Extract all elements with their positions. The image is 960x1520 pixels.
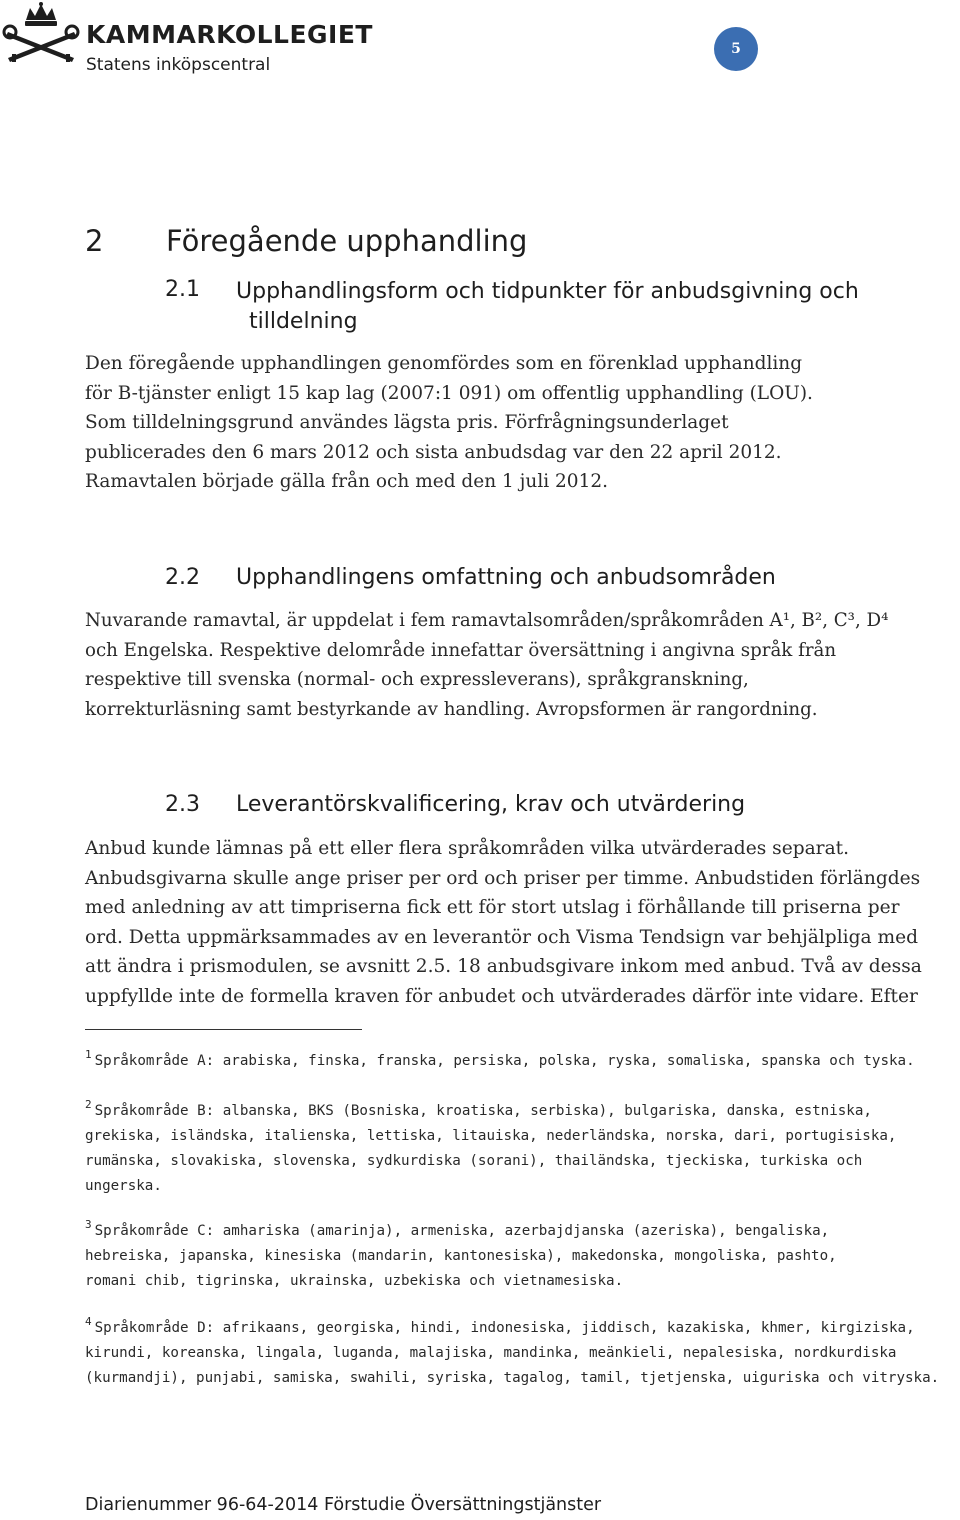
section-title: Föregående upphandling	[166, 224, 528, 258]
footnote	[85, 1212, 837, 1294]
page-number-badge: 5	[714, 27, 758, 71]
paragraph-line: uppfyllde inte de formella kraven för anbudet och utvärderades därför inte vidare. Efter	[85, 985, 918, 1007]
footnote-mark: 2	[85, 1098, 92, 1111]
paragraph	[85, 834, 922, 1011]
footnote-line: kirundi, koreanska, lingala, luganda, malajiska, mandinka, meänkieli, nepalesiska, nordkurdiska	[85, 1345, 897, 1361]
paragraph-line: korrekturläsning samt bestyrkande av handling. Avropsformen är rangordning.	[85, 698, 818, 720]
subsection-title-line: tilldelning	[249, 309, 358, 334]
paragraph-line: Anbudsgivarna skulle ange priser per ord och priser per timme. Anbudstiden förlängdes	[85, 867, 921, 889]
footnote-line: rumänska, slovakiska, slovenska, sydkurdiska (sorani), thailändska, tjeckiska, turkiska och	[85, 1153, 863, 1169]
footnote-divider	[85, 1029, 362, 1030]
footnote-mark: 4	[85, 1315, 92, 1328]
section-heading	[85, 224, 103, 258]
footnote-line: hebreiska, japanska, kinesiska (mandarin, kantonesiska), makedonska, mongoliska, pashto,	[85, 1248, 837, 1264]
paragraph-line: Den föregående upphandlingen genomfördes som en förenklad upphandling	[85, 353, 803, 374]
subsection-number: 2.1	[165, 277, 200, 302]
footnote-line: Språkområde B: albanska, BKS (Bosniska, kroatiska, serbiska), bulgariska, danska, estniska,	[94, 1103, 872, 1119]
footnote-line: Språkområde C: amhariska (amarinja), armeniska, azerbajdjanska (azeriska), bengaliska,	[94, 1223, 830, 1239]
paragraph-line: Nuvarande ramavtal, är uppdelat i fem ramavtalsområden/språkområden A¹, B², C³, D⁴	[85, 610, 889, 631]
paragraph-line: Anbud kunde lämnas på ett eller flera språkområden vilka utvärderades separat.	[85, 838, 850, 859]
crown-logo-icon	[2, 2, 80, 64]
paragraph-line: att ändra i prismodulen, se avsnitt 2.5. 18 anbudsgivare inkom med anbud. Två av dessa	[85, 956, 922, 977]
paragraph-line: med anledning av att timpriserna fick ett för stort utslag i förhållande till priserna per	[85, 897, 900, 918]
paragraph-line: och Engelska. Respektive delområde innefattar översättning i angivna språk från	[85, 639, 837, 661]
paragraph-line: respektive till svenska (normal- och expressleverans), språkgranskning,	[85, 669, 749, 690]
brand-name: KAMMARKOLLEGIET	[86, 20, 373, 49]
subsection-number: 2.2	[165, 565, 200, 590]
paragraph-line: Ramavtalen började gälla från och med den 1 juli 2012.	[85, 471, 608, 492]
paragraph	[85, 349, 813, 497]
footnote-line: ungerska.	[85, 1178, 162, 1194]
paragraph	[85, 606, 888, 724]
footnote	[85, 1092, 896, 1199]
footnote-line: grekiska, isländska, italienska, lettiska, litauiska, nederländska, norska, dari, portugisiska,	[85, 1128, 897, 1144]
footnote	[85, 1042, 915, 1074]
subsection-title-line: Upphandlingsform och tidpunkter för anbudsgivning och	[236, 279, 859, 304]
subsection-title: Leverantörskvalificering, krav och utvärdering	[236, 792, 746, 817]
paragraph-line: ord. Detta uppmärksammades av en leverantör och Visma Tendsign var behjälpliga med	[85, 926, 919, 948]
paragraph-line: för B-tjänster enligt 15 kap lag (2007:1 091) om offentlig upphandling (LOU).	[85, 382, 813, 404]
subsection-title	[236, 277, 859, 337]
footnote-mark: 3	[85, 1218, 92, 1231]
footnote-line: romani chib, tigrinska, ukrainska, uzbekiska och vietnamesiska.	[85, 1273, 624, 1289]
footnote-line: Språkområde A: arabiska, finska, franska, persiska, polska, ryska, somaliska, spanska och tyska.	[94, 1053, 915, 1069]
page-footer: Diarienummer 96-64-2014 Förstudie Översättningstjänster	[85, 1495, 602, 1515]
footnote	[85, 1309, 939, 1391]
footnote-mark: 1	[85, 1048, 92, 1061]
section-number: 2	[85, 224, 104, 258]
footnote-line: (kurmandji), punjabi, samiska, swahili, syriska, tagalog, tamil, tjetjenska, uiguriska och vitryska.	[85, 1370, 940, 1386]
subsection-title: Upphandlingens omfattning och anbudsområden	[236, 565, 776, 590]
brand-subtitle: Statens inköpscentral	[86, 55, 271, 75]
footnote-line: Språkområde D: afrikaans, georgiska, hindi, indonesiska, jiddisch, kazakiska, khmer, kirgiziska,	[94, 1320, 915, 1336]
paragraph-line: Som tilldelningsgrund användes lägsta pris. Förfrågningsunderlaget	[85, 412, 729, 433]
paragraph-line: publicerades den 6 mars 2012 och sista anbudsdag var den 22 april 2012.	[85, 441, 782, 463]
subsection-number: 2.3	[165, 792, 200, 817]
